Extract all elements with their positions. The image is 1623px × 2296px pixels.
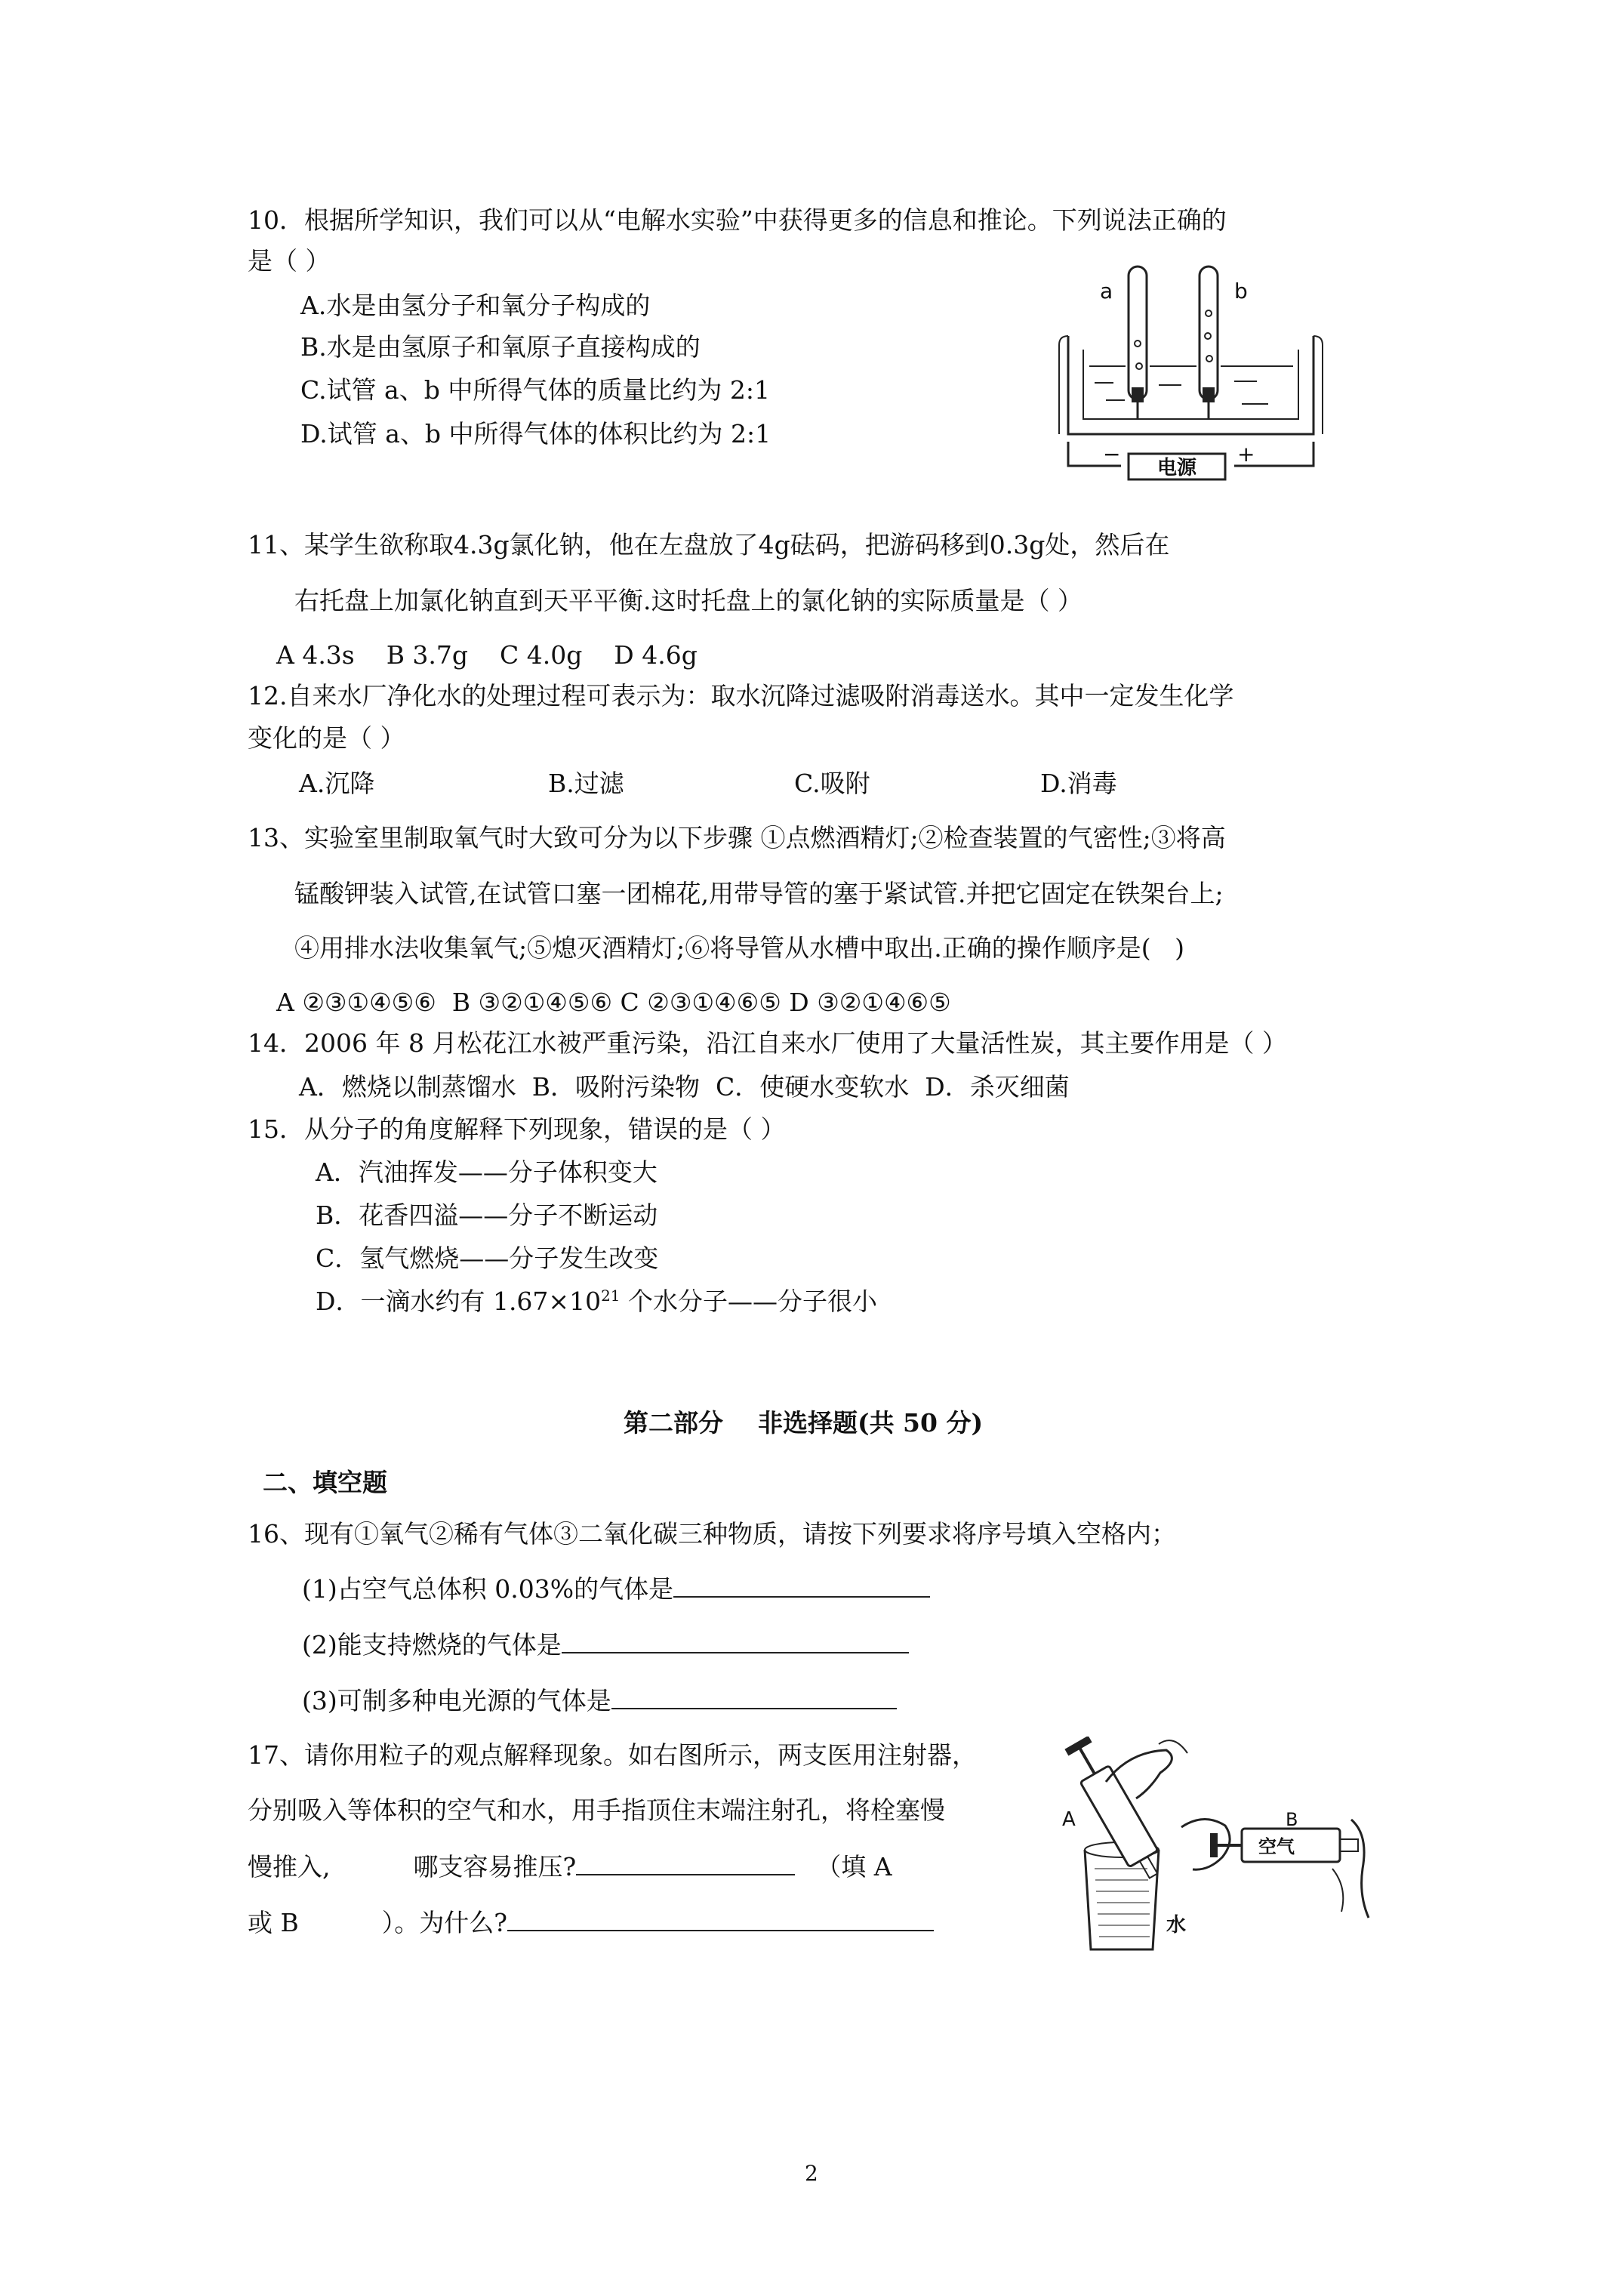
q12-stem-line2: 变化的是（ ） <box>248 723 405 753</box>
q15-option-c: C．氢气燃烧——分子发生改变 <box>316 1244 659 1273</box>
q16-answer-blank-2[interactable] <box>562 1629 909 1653</box>
q10-stem-line1: 10．根据所学知识，我们可以从“电解水实验”中获得更多的信息和推论。下列说法正确的 <box>248 205 1227 235</box>
q12-option-d: D.消毒 <box>1040 769 1117 798</box>
q15-option-b: B．花香四溢——分子不断运动 <box>316 1200 658 1230</box>
q12-option-c: C.吸附 <box>794 769 870 798</box>
q15-option-d: D．一滴水约有 $1.67\times 10^{21}$ 个水分子——分子很小 <box>316 1287 878 1316</box>
q16-item-3: (3)可制多种电光源的气体是 <box>302 1685 897 1716</box>
page-number: 2 <box>805 2161 818 2186</box>
q17-line2: 分别吸入等体积的空气和水，用手指顶住末端注射孔，将栓塞慢 <box>248 1795 945 1825</box>
q10-stem-line2: 是（ ） <box>248 246 331 276</box>
q15-stem: 15．从分子的角度解释下列现象，错误的是（ ） <box>248 1114 786 1144</box>
syringe-a-label: A <box>1062 1808 1076 1831</box>
section2-title: 二、填空题 <box>263 1468 387 1497</box>
q16-stem: 16、现有①氧气②稀有气体③二氧化碳三种物质，请按下列要求将序号填入空格内； <box>248 1519 1176 1549</box>
q11-stem-line1: 11、某学生欲称取4.3g氯化钠，他在左盘放了4g砝码，把游码移到0.3g处，然后在 <box>248 530 1170 559</box>
q13-stem-line1: 13、实验室里制取氧气时大致可分为以下步骤 ①点燃酒精灯;②检查装置的气密性;③将高 <box>248 823 1226 852</box>
q11-stem-line2: 右托盘上加氯化钠直到天平平衡.这时托盘上的氯化钠的实际质量是（ ） <box>294 586 1083 615</box>
q16-answer-blank-1[interactable] <box>673 1573 930 1598</box>
q10-option-d: D.试管 a、b 中所得气体的体积比约为 2:1 <box>300 419 771 448</box>
q13-options: A ②③①④⑤⑥ B ③②①④⑤⑥ C ②③①④⑥⑤ D ③②①④⑥⑤ <box>276 988 951 1017</box>
q16-answer-blank-3[interactable] <box>611 1685 897 1709</box>
q11-options: A 4.3s B 3.7g C 4.0g D 4.6g <box>276 640 698 670</box>
tube-a-label: a <box>1100 279 1113 304</box>
power-label: 电源 <box>1156 457 1197 479</box>
electrolysis-apparatus-figure <box>1053 260 1329 483</box>
q10-option-c: C.试管 a、b 中所得气体的质量比约为 2:1 <box>300 375 770 405</box>
air-label: 空气 <box>1258 1836 1295 1857</box>
q17-answer-blank-which[interactable] <box>576 1851 795 1875</box>
q17-answer-blank-why[interactable] <box>507 1907 934 1931</box>
q12-stem-line1: 12.自来水厂净化水的处理过程可表示为：取水沉降过滤吸附消毒送水。其中一定发生化学 <box>248 681 1234 710</box>
tube-b-label: b <box>1234 279 1248 304</box>
q12-option-b: B.过滤 <box>548 769 624 798</box>
q12-option-a: A.沉降 <box>299 769 375 798</box>
q17-line1: 17、请你用粒子的观点解释现象。如右图所示，两支医用注射器， <box>248 1740 977 1770</box>
plus-sign: + <box>1237 442 1255 467</box>
part2-title: 第二部分 非选择题(共 50 分) <box>624 1408 984 1438</box>
q14-options: A．燃烧以制蒸馏水 B．吸附污染物 C．使硬水变软水 D．杀灭细菌 <box>299 1072 1070 1102</box>
water-label: 水 <box>1166 1914 1187 1937</box>
q10-option-b: B.水是由氢原子和氧原子直接构成的 <box>300 332 701 362</box>
q13-stem-line2: 锰酸钾装入试管,在试管口塞一团棉花,用带导管的塞于紧试管.并把它固定在铁架台上; <box>294 879 1224 908</box>
q14-stem: 14．2006 年 8 月松花江水被严重污染，沿江自来水厂使用了大量活性炭，其主要作用是（ ） <box>248 1028 1287 1058</box>
q13-stem-line3: ④用排水法收集氧气;⑤熄灭酒精灯;⑥将导管从水槽中取出.正确的操作顺序是( ) <box>294 933 1184 963</box>
q10-option-a: A.水是由氢分子和氧分子构成的 <box>300 291 651 320</box>
q15-option-a: A．汽油挥发——分子体积变大 <box>316 1157 658 1187</box>
syringe-figure <box>1061 1737 1378 1955</box>
syringe-b-label: B <box>1286 1809 1298 1830</box>
q17-line3: 慢推入, 哪支容易推压? （填 A <box>248 1852 892 1881</box>
minus-sign: − <box>1103 442 1121 467</box>
q16-item-2: (2)能支持燃烧的气体是 <box>302 1629 909 1660</box>
q16-item-1: (1)占空气总体积 0.03%的气体是 <box>302 1573 930 1604</box>
q17-line4: 或 B ）。为什么? <box>248 1907 934 1938</box>
